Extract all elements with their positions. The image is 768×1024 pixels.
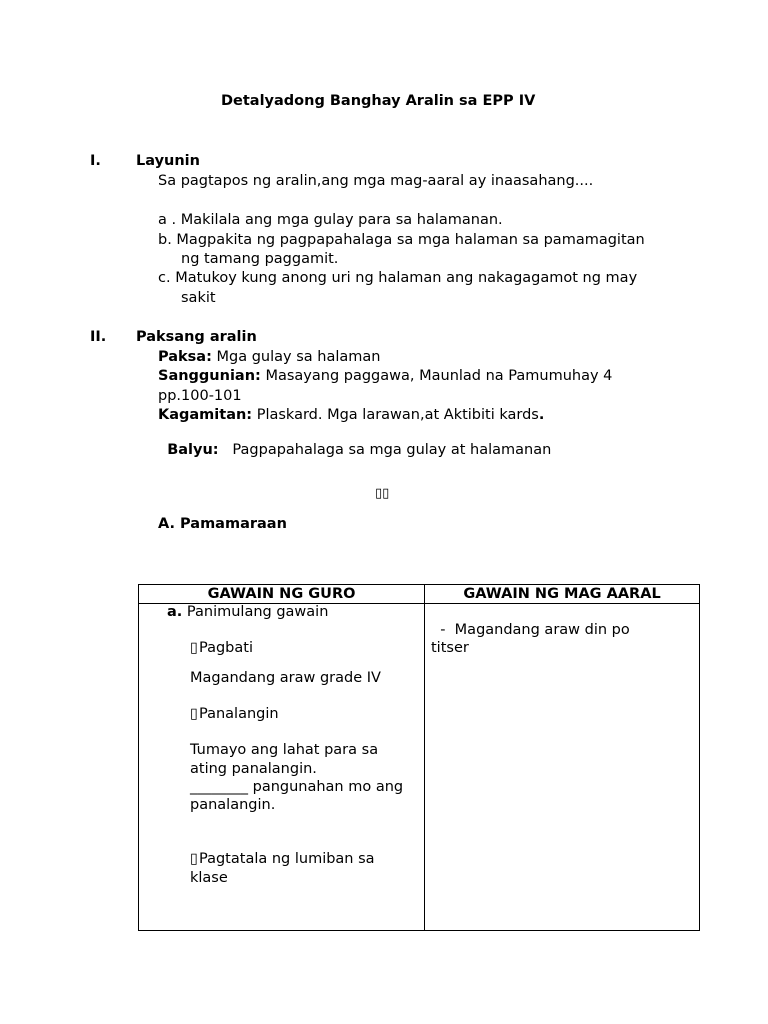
panalangin-text-3: ________ pangunahan mo ang (190, 779, 404, 795)
section-1-intro: Sa pagtapos ng aralin,ang mga mag-aaral ay inaasahang.... (158, 173, 594, 189)
missing-glyph-icon: ▯ (190, 706, 198, 722)
balyu-line (158, 426, 551, 458)
panalangin-text-4: panalangin. (190, 797, 276, 813)
aaral-response-1: - Magandang araw din po (431, 622, 630, 638)
panimulang-gawain (167, 604, 328, 620)
kagamitan-value: Plaskard. Mga larawan,at Aktibiti kards (252, 407, 539, 423)
header-gawain-guro: GAWAIN NG GURO (139, 585, 425, 604)
pagbati-item (190, 640, 253, 656)
document-title: Detalyadong Banghay Aralin sa EPP IV (221, 93, 536, 109)
pagtatala-item (190, 851, 375, 867)
section-2-numeral: II. (90, 329, 107, 345)
paksa-value: Mga gulay sa halaman (211, 349, 381, 365)
objective-c: c. Matukoy kung anong uri ng halaman ang nakagagamot ng may (158, 270, 638, 286)
section-2-heading: Paksang aralin (136, 329, 257, 345)
panalangin-item (190, 706, 279, 722)
pamamaraan-heading: A. Pamamaraan (158, 516, 287, 532)
item-a-text: Panimulang gawain (182, 604, 329, 620)
table-header-row (139, 585, 700, 604)
objective-b: b. Magpakita ng pagpapahalaga sa mga halaman sa pamamagitan (158, 232, 645, 248)
missing-glyph-icon: ▯ (190, 640, 198, 656)
missing-glyph-row: ▯▯ (375, 486, 390, 501)
objective-c-cont: sakit (181, 290, 216, 306)
sanggunian-line (158, 368, 612, 384)
table-row (139, 604, 700, 931)
sanggunian-value: Masayang paggawa, Maunlad na Pamumuhay 4 (260, 368, 613, 384)
pagtatala-label: Pagtatala ng lumiban sa (199, 851, 375, 867)
header-gawain-aaral: GAWAIN NG MAG AARAL (425, 585, 700, 604)
pagbati-label: Pagbati (199, 640, 253, 656)
section-1-numeral: I. (90, 153, 101, 169)
pagtatala-text-2: klase (190, 870, 228, 886)
section-1-heading: Layunin (136, 153, 200, 169)
paksa-line (158, 349, 380, 365)
panalangin-text-2: ating panalangin. (190, 761, 317, 777)
kagamitan-end: . (538, 407, 545, 423)
paksa-label: Paksa: (158, 349, 212, 365)
guro-cell (139, 604, 425, 931)
objective-b-cont: ng tamang paggamit. (181, 251, 339, 267)
aaral-cell (425, 604, 700, 931)
item-a-label: a. (167, 604, 183, 620)
pagbati-text: Magandang araw grade IV (190, 670, 381, 686)
sanggunian-pages: pp.100-101 (158, 388, 242, 404)
balyu-label: Balyu: (167, 442, 219, 458)
kagamitan-label: Kagamitan: (158, 407, 253, 423)
panalangin-text-1: Tumayo ang lahat para sa (190, 742, 379, 758)
objective-a: a . Makilala ang mga gulay para sa halamanan. (158, 212, 503, 228)
kagamitan-line (158, 407, 544, 423)
missing-glyph-icon: ▯ (190, 851, 198, 867)
lesson-table (138, 584, 700, 931)
balyu-value: Pagpapahalaga sa mga gulay at halamanan (218, 442, 552, 458)
aaral-response-2: titser (431, 640, 469, 656)
sanggunian-label: Sanggunian: (158, 368, 261, 384)
panalangin-label: Panalangin (199, 706, 279, 722)
